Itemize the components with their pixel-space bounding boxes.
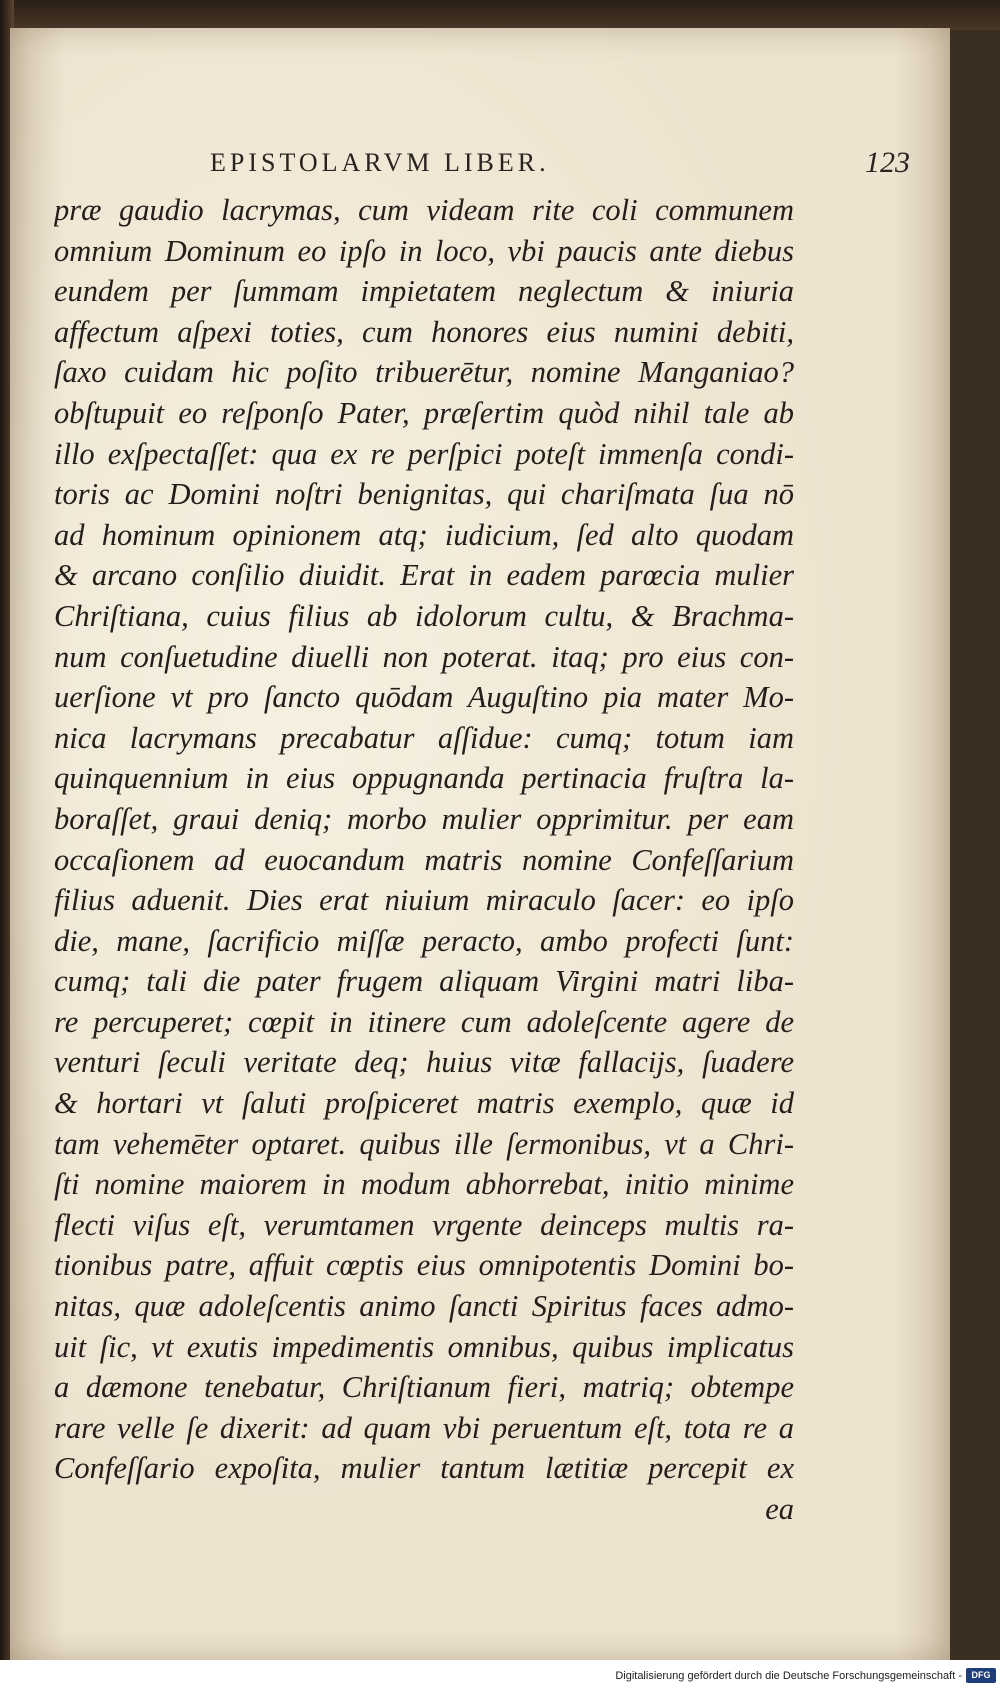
book-page (10, 28, 950, 1660)
text-line: uerſione vt pro ſancto quōdam Auguſtino pia mater Mo- (54, 680, 794, 715)
scan-background-top (0, 0, 1000, 30)
text-line: boraſſet, graui deniq; morbo mulier opprimitur. per eam (54, 801, 794, 836)
text-line: illo exſpectaſſet: qua ex re perſpici poteſt immenſa condi- (54, 436, 794, 471)
text-line: Confeſſario expoſita, mulier tantum lætitiæ percepit ex (54, 1451, 794, 1486)
text-line: nitas, quæ adoleſcentis animo ſancti Spiritus faces admo- (54, 1289, 794, 1324)
text-line: quinquennium in eius oppugnanda pertinacia fruſtra la- (54, 761, 794, 796)
dfg-logo: DFG (966, 1668, 996, 1683)
text-line: num conſuetudine diuelli non poterat. itaq; pro eius con- (54, 639, 794, 674)
text-line: flecti viſus eſt, verumtamen vrgente deinceps multis ra- (54, 1207, 794, 1242)
text-line: venturi ſeculi veritate deq; huius vitæ fallacijs, ſuadere (54, 1045, 794, 1080)
page-header (200, 148, 930, 184)
body-text (54, 190, 794, 1530)
text-line: ſti nomine maiorem in modum abhorrebat, initio minime (54, 1167, 794, 1202)
text-line: tionibus patre, affuit cœptis eius omnipotentis Domini bo- (54, 1248, 794, 1283)
text-line: eundem per ſummam impietatem neglectum & iniuria (54, 274, 794, 309)
page-number: 123 (865, 146, 910, 179)
text-line: a dæmone tenebatur, Chriſtianum fieri, matriq; obtempe (54, 1370, 794, 1405)
text-line: præ gaudio lacrymas, cum videam rite coli communem (54, 193, 794, 227)
running-title: EPISTOLARVM LIBER. (210, 148, 550, 177)
text-line: Chriſtiana, cuius filius ab idolorum cultu, & Brachma- (54, 598, 794, 633)
text-line: occaſionem ad euocandum matris nomine Confeſſarium (54, 842, 794, 877)
text-line: toris ac Domini noſtri benignitas, qui chariſmata ſua nō (54, 477, 794, 512)
text-line: nica lacrymans precabatur aſſidue: cumq; totum iam (54, 720, 794, 755)
funding-credit: Digitalisierung gefördert durch die Deutsche Forschungsgemeinschaft - (615, 1670, 962, 1682)
text-line: ad hominum opinionem atq; iudicium, ſed alto quodam (54, 517, 794, 552)
digitization-footer (0, 1660, 1000, 1692)
text-line: rare velle ſe dixerit: ad quam vbi peruentum eſt, tota re a (54, 1410, 794, 1445)
text-line: die, mane, ſacrificio miſſæ peracto, ambo profecti ſunt: (54, 923, 794, 958)
text-line: tam vehemēter optaret. quibus ille ſermonibus, vt a Chri- (54, 1126, 794, 1161)
text-line: omnium Dominum eo ipſo in loco, vbi paucis ante diebus (54, 233, 794, 268)
text-line: obſtupuit eo reſponſo Pater, præſertim quòd nihil tale ab (54, 395, 794, 430)
text-line: & hortari vt ſaluti proſpiceret matris exemplo, quæ id (54, 1086, 794, 1121)
text-line: re percuperet; cœpit in itinere cum adoleſcente agere de (54, 1004, 794, 1039)
text-line: ea (765, 1492, 794, 1526)
text-line: ſaxo cuidam hic poſito tribuerētur, nomine Manganiao? (54, 355, 794, 390)
text-line: uit ſic, vt exutis impedimentis omnibus, quibus implicatus (54, 1329, 794, 1364)
text-line: & arcano conſilio diuidit. Erat in eadem parœcia mulier (54, 558, 794, 593)
text-line: filius aduenit. Dies erat niuium miraculo ſacer: eo ipſo (54, 883, 794, 918)
text-line: affectum aſpexi toties, cum honores eius numini debiti, (54, 314, 794, 349)
text-line: cumq; tali die pater frugem aliquam Virgini matri liba- (54, 964, 794, 999)
